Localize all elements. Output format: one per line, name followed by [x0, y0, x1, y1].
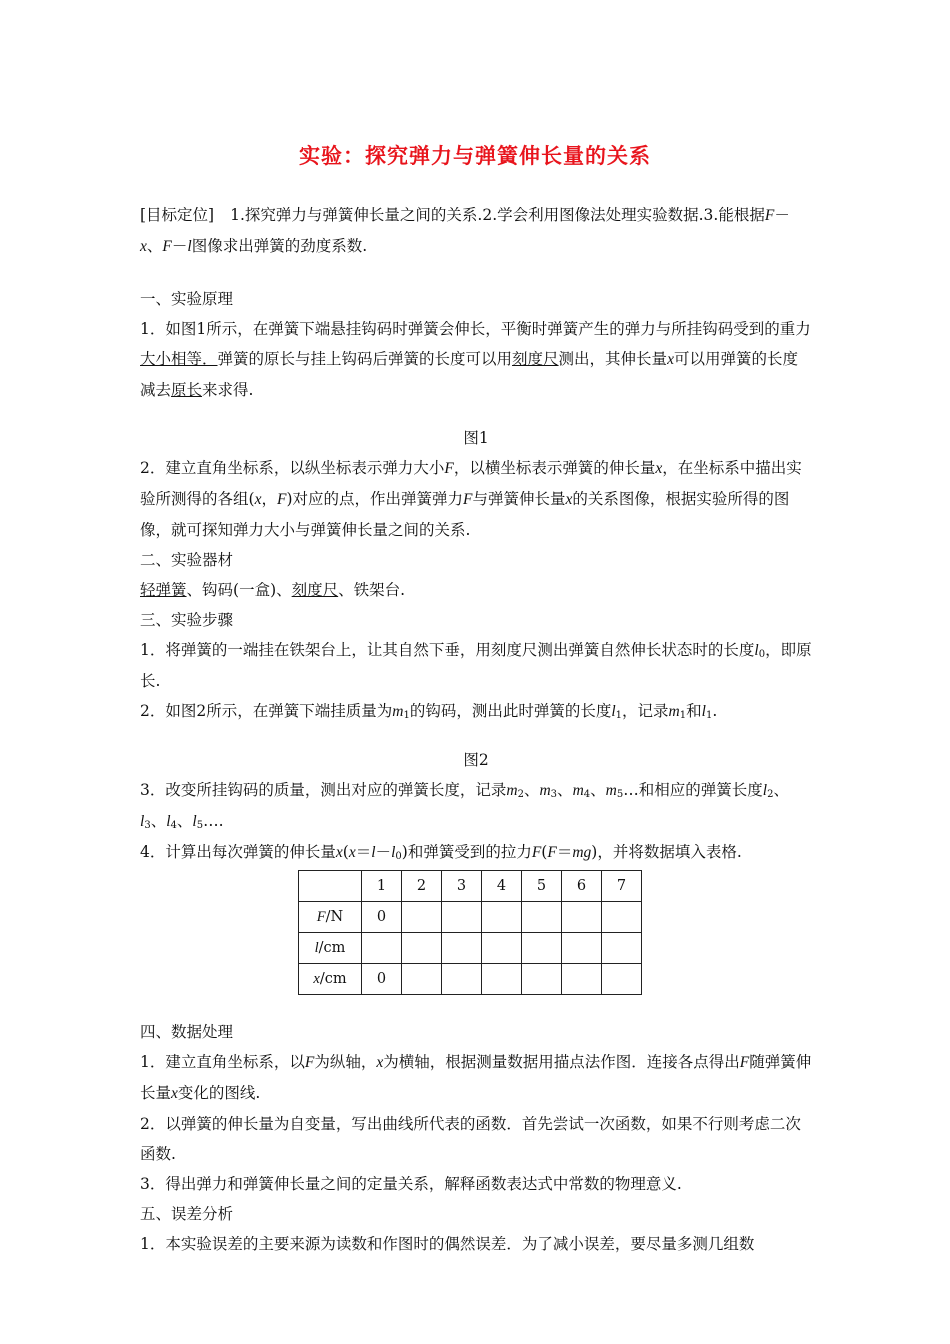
step-4: 4．计算出每次弹簧的伸长量$x(x=l-l_0)$和弹簧受到的拉力F(F＝mg)，并将数据填入表格.	[140, 843, 742, 862]
table-row-label: x/cm	[299, 964, 362, 995]
principle-paragraph-1: 1．如图1所示，在弹簧下端悬挂钩码时弹簧会伸长，平衡时弹簧产生的弹力与所挂钩码受到的重力大小相等．弹簧的原长与挂上钩码后弹簧的长度可以用刻度尺测出，其伸长量x可以用弹簧的长度减去原长来求得.	[140, 320, 811, 399]
table-cell	[562, 964, 602, 995]
table-cell: 0	[362, 902, 402, 933]
table-row	[299, 933, 642, 964]
table-cell	[402, 933, 442, 964]
table-cell	[482, 964, 522, 995]
section-heading: 五、误差分析	[140, 1205, 234, 1223]
table-cell	[562, 933, 602, 964]
table-header-row	[299, 871, 642, 902]
table-cell	[522, 902, 562, 933]
objective-paragraph: [目标定位] 1.探究弹力与弹簧伸长量之间的关系.2.学会利用图像法处理实验数据.3.能根据F－x、F－l图像求出弹簧的劲度系数.	[140, 206, 790, 255]
table-cell	[402, 964, 442, 995]
section-heading: 四、数据处理	[140, 1023, 234, 1041]
table-row	[299, 964, 642, 995]
table-row-label: l/cm	[299, 933, 362, 964]
table-cell	[522, 964, 562, 995]
figure-caption: 图1	[463, 429, 489, 447]
table-cell: 7	[602, 871, 642, 902]
processing-1: 1．建立直角坐标系，以F为纵轴，x为横轴，根据测量数据用描点法作图．连接各点得出F随弹簧伸长量x变化的图线.	[140, 1053, 812, 1102]
table-cell: 0	[362, 964, 402, 995]
table-cell: 5	[522, 871, 562, 902]
table-cell	[602, 933, 642, 964]
table-cell	[562, 902, 602, 933]
processing-2: 2．以弹簧的伸长量为自变量，写出曲线所代表的函数．首先尝试一次函数，如果不行则考虑二次函数.	[140, 1115, 801, 1163]
figure-caption: 图2	[463, 751, 489, 769]
table-cell	[602, 964, 642, 995]
page-title: 实验：探究弹力与弹簧伸长量的关系	[299, 144, 651, 168]
step-3: 3．改变所挂钩码的质量，测出对应的弹簧长度，记录$m_2$、$m_3$、$m_4$、$m_5\dots$和相应的弹簧长度$l_2$、$l_3$、$l_4$、$l_5\dots$.	[140, 781, 789, 831]
section-heading: 三、实验步骤	[140, 611, 234, 629]
table-cell: 3	[442, 871, 482, 902]
table-cell	[482, 902, 522, 933]
table-cell: 4	[482, 871, 522, 902]
table-cell	[442, 933, 482, 964]
section-heading: 一、实验原理	[140, 290, 234, 308]
table-cell	[522, 933, 562, 964]
error-analysis-1: 1．本实验误差的主要来源为读数和作图时的偶然误差．为了减小误差，要尽量多测几组数	[140, 1235, 755, 1253]
table-cell: 6	[562, 871, 602, 902]
step-2: 2．如图2所示，在弹簧下端挂质量为$m_1$的钩码，测出此时弹簧的长度$l_1$，记录$m_1$和$l_1$.	[140, 702, 718, 721]
table-cell	[482, 933, 522, 964]
section-heading: 二、实验器材	[140, 551, 234, 569]
principle-paragraph-2: 2．建立直角坐标系，以纵坐标表示弹力大小F，以横坐标表示弹簧的伸长量x，在坐标系中描出实验所测得的各组(x，F)对应的点，作出弹簧弹力F与弹簧伸长量x的关系图像，根据实验所得的图像，就可探知弹力大小与弹簧伸长量之间的关系.	[140, 459, 802, 539]
table-cell	[442, 964, 482, 995]
table-cell	[442, 902, 482, 933]
step-1: 1．将弹簧的一端挂在铁架台上，让其自然下垂，用刻度尺测出弹簧自然伸长状态时的长度$l_0$，即原长.	[140, 641, 812, 690]
objective-tag: [目标定位]	[140, 206, 215, 224]
equipment-list: 轻弹簧、钩码(一盒)、刻度尺、铁架台.	[140, 581, 406, 599]
table-cell	[299, 871, 362, 902]
table-cell	[362, 933, 402, 964]
table-row-label: F/N	[299, 902, 362, 933]
table-row	[299, 902, 642, 933]
table-cell	[602, 902, 642, 933]
processing-3: 3．得出弹力和弹簧伸长量之间的定量关系，解释函数表达式中常数的物理意义.	[140, 1175, 682, 1193]
table-cell	[402, 902, 442, 933]
table-cell: 1	[362, 871, 402, 902]
data-table	[298, 870, 642, 995]
table-cell: 2	[402, 871, 442, 902]
document-body	[140, 200, 812, 1259]
